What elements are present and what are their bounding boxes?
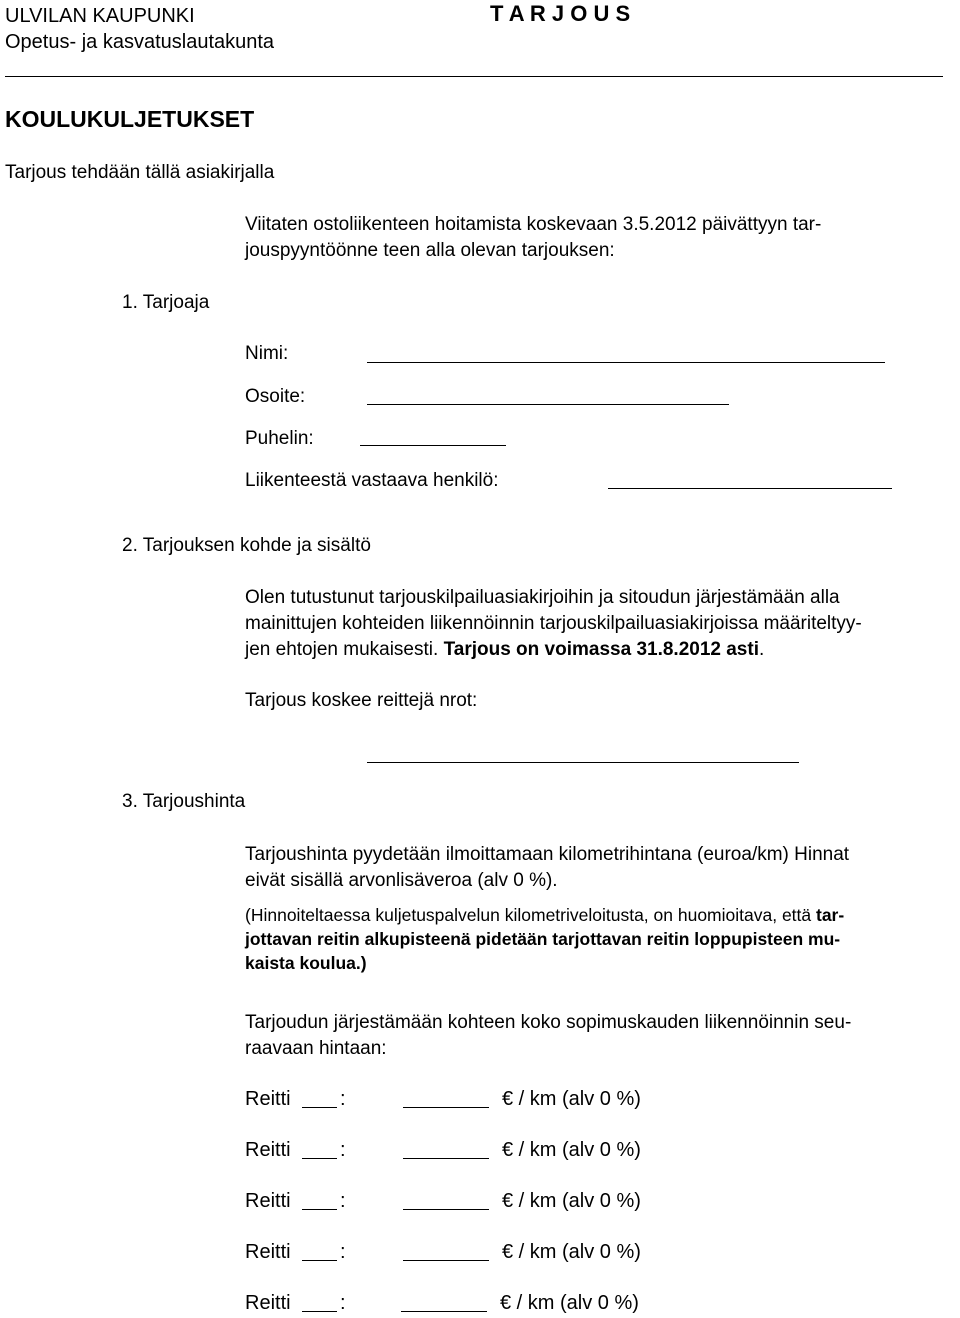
route-colon: : (340, 1241, 346, 1263)
address-field[interactable] (367, 404, 729, 405)
price-field[interactable] (403, 1107, 489, 1108)
contact-field[interactable] (608, 488, 892, 489)
routes-field[interactable] (367, 762, 799, 763)
routes-label: Tarjous koskee reittejä nrot: (245, 690, 478, 711)
route-label: Reitti (245, 1088, 291, 1110)
price-row (245, 1290, 705, 1318)
document-type: T A R J O U S (490, 1, 631, 26)
org-name: ULVILAN KAUPUNKI (5, 5, 195, 27)
offer-line-1: Tarjoudun järjestämään kohteen koko sopimuskauden liikennöinnin seu- (245, 1012, 852, 1033)
section-2-para-line-3 (245, 637, 764, 663)
section-3-heading: 3. Tarjoushinta (122, 791, 246, 812)
price-field[interactable] (401, 1311, 487, 1312)
price-field[interactable] (403, 1260, 489, 1261)
para-period: . (758, 639, 765, 660)
price-row (245, 1239, 705, 1267)
route-label: Reitti (245, 1292, 291, 1314)
department-name: Opetus- ja kasvatuslautakunta (5, 31, 275, 53)
contact-label: Liikenteestä vastaava henkilö: (245, 470, 499, 491)
price-unit: € / km (alv 0 %) (502, 1139, 641, 1161)
page-title: KOULUKULJETUKSET (5, 106, 255, 132)
section-2-para-line-2: mainittujen kohteiden liikennöinnin tarjouskilpailuasiakirjoissa määriteltyy- (245, 613, 862, 634)
name-field[interactable] (367, 362, 885, 363)
route-colon: : (340, 1190, 346, 1212)
para-text: jen ehtojen mukaisesti. (245, 639, 444, 660)
note-text: (Hinnoiteltaessa kuljetuspalvelun kilometriveloitusta, on huomioitava, että (245, 905, 816, 925)
section-1-heading: 1. Tarjoaja (122, 292, 210, 313)
price-unit: € / km (alv 0 %) (502, 1241, 641, 1263)
price-line-1: Tarjoushinta pyydetään ilmoittamaan kilometrihintana (euroa/km) Hinnat (245, 844, 850, 865)
price-unit: € / km (alv 0 %) (502, 1088, 641, 1110)
section-2-para-line-1: Olen tutustunut tarjouskilpailuasiakirjoihin ja sitoudun järjestämään alla (245, 587, 840, 608)
price-field[interactable] (403, 1158, 489, 1159)
price-row (245, 1086, 705, 1114)
price-line-2: eivät sisällä arvonlisäveroa (alv 0 %). (245, 870, 558, 891)
route-colon: : (340, 1292, 346, 1314)
note-bold: tar- (816, 905, 845, 925)
validity-statement: Tarjous on voimassa 31.8.2012 asti (443, 639, 759, 660)
intro-text: Tarjous tehdään tällä asiakirjalla (5, 162, 275, 183)
route-label: Reitti (245, 1139, 291, 1161)
phone-field[interactable] (360, 445, 506, 446)
route-number-field[interactable] (302, 1209, 337, 1210)
section-2-heading: 2. Tarjouksen kohde ja sisältö (122, 535, 371, 556)
price-unit: € / km (alv 0 %) (502, 1190, 641, 1212)
route-number-field[interactable] (302, 1158, 337, 1159)
address-label: Osoite: (245, 386, 306, 407)
route-number-field[interactable] (302, 1260, 337, 1261)
route-label: Reitti (245, 1190, 291, 1212)
note-line-2: jottavan reitin alkupisteenä pidetään tarjottavan reitin loppupisteen mu- (245, 929, 841, 949)
name-label: Nimi: (245, 343, 289, 364)
note-line-3: kaista koulua.) (245, 953, 367, 973)
price-row (245, 1188, 705, 1216)
phone-label: Puhelin: (245, 428, 314, 449)
reference-line-2: jouspyyntöönne teen alla olevan tarjouksen: (245, 240, 615, 261)
route-number-field[interactable] (302, 1107, 337, 1108)
price-unit: € / km (alv 0 %) (500, 1292, 639, 1314)
route-number-field[interactable] (302, 1311, 337, 1312)
route-label: Reitti (245, 1241, 291, 1263)
price-row (245, 1137, 705, 1165)
note-line-1 (245, 903, 844, 927)
price-field[interactable] (403, 1209, 489, 1210)
reference-line-1: Viitaten ostoliikenteen hoitamista koskevaan 3.5.2012 päivättyyn tar- (245, 214, 822, 235)
header-rule (5, 76, 943, 77)
offer-line-2: raavaan hintaan: (245, 1038, 387, 1059)
route-colon: : (340, 1088, 346, 1110)
route-colon: : (340, 1139, 346, 1161)
